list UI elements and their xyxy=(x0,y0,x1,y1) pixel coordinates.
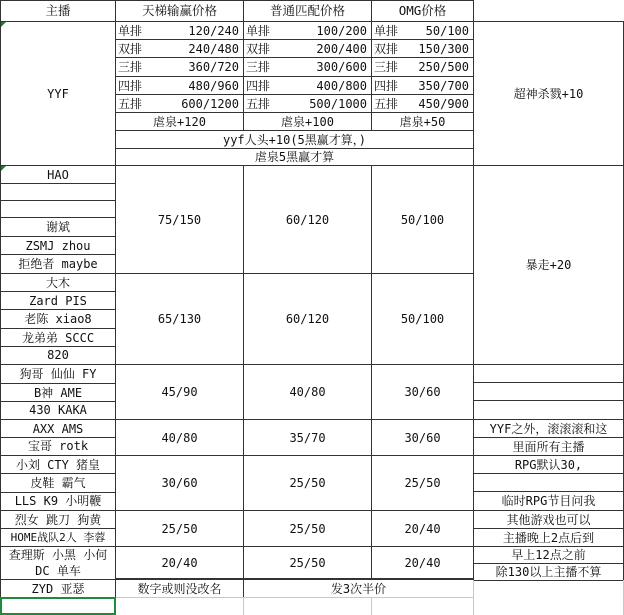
streamer-name[interactable]: 查理斯 小黑 小何 xyxy=(8,548,108,562)
tier-row[interactable]: 三排 300/600 xyxy=(244,58,371,77)
selected-cell[interactable] xyxy=(0,597,116,615)
group-6-ladder-price[interactable]: 25/50 xyxy=(115,510,244,547)
group-7-omg-price[interactable]: 20/40 xyxy=(371,546,474,579)
tier-row[interactable]: 五排 450/900 xyxy=(374,96,469,111)
group-3-omg-price[interactable]: 30/60 xyxy=(371,364,474,420)
yyf-fountain-bonus-ladder[interactable]: 虐泉+120 xyxy=(115,112,244,131)
group-5-names xyxy=(0,455,116,511)
streamer-name[interactable]: HOME战队2人 李蓉 xyxy=(10,531,106,544)
rules-note-5[interactable]: 其他游戏也可以 xyxy=(473,510,624,529)
group-2-names xyxy=(0,273,116,365)
yyf-normal-tiers xyxy=(243,21,372,113)
tier-row[interactable]: 双排 200/400 xyxy=(244,40,371,58)
group-3-ladder-price[interactable]: 45/90 xyxy=(115,364,244,420)
streamer-dc[interactable]: DC 单车 xyxy=(0,562,116,580)
streamer-name[interactable]: AXX AMS xyxy=(1,420,115,438)
tier-row[interactable]: 双排 240/480 xyxy=(116,40,243,58)
rampage-note[interactable]: 暴走+20 xyxy=(473,165,624,365)
group-4-omg-price[interactable]: 30/60 xyxy=(371,419,474,456)
group-4-ladder-price[interactable]: 40/80 xyxy=(115,419,244,456)
yyf-ladder-tiers xyxy=(115,21,244,113)
group-1-names xyxy=(0,165,116,274)
group-5-normal-price[interactable]: 25/50 xyxy=(243,455,372,511)
streamer-zyd[interactable]: ZYD 亚瑟 xyxy=(0,579,116,598)
group-3-normal-price[interactable]: 40/80 xyxy=(243,364,372,420)
tier-row[interactable]: 单排 120/240 xyxy=(116,22,243,40)
streamer-name[interactable]: 430 KAKA xyxy=(29,403,87,417)
header-streamer[interactable]: 主播 xyxy=(0,0,116,22)
side-empty-cell[interactable] xyxy=(473,473,624,492)
side-empty-cell[interactable] xyxy=(473,364,624,383)
header-ladder-price[interactable]: 天梯输赢价格 xyxy=(115,0,244,22)
streamer-name[interactable]: 小刘 CTY 猪皇 xyxy=(1,456,115,474)
streamer-name[interactable]: 老陈 xiao8 xyxy=(1,310,115,329)
streamer-name[interactable]: 宝哥 rotk xyxy=(27,439,89,453)
grid-line xyxy=(116,597,474,598)
group-2-ladder-price[interactable]: 65/130 xyxy=(115,273,244,365)
streamer-name[interactable] xyxy=(1,184,115,201)
group-1-normal-price[interactable]: 60/120 xyxy=(243,165,372,274)
streamer-name[interactable]: HAO xyxy=(1,166,115,184)
grid-line xyxy=(473,580,474,615)
group-4-normal-price[interactable]: 35/70 xyxy=(243,419,372,456)
tier-row[interactable]: 五排 600/1200 xyxy=(118,96,239,111)
rules-note-6[interactable]: 主播晚上2点后到 xyxy=(473,528,624,547)
tier-row[interactable]: 单排 100/200 xyxy=(244,22,371,40)
streamer-name[interactable]: 皮鞋 霸气 xyxy=(1,474,115,493)
group-1-omg-price[interactable]: 50/100 xyxy=(371,165,474,274)
rules-note-7[interactable]: 早上12点之前 xyxy=(473,546,624,564)
streamer-name[interactable]: 龙弟弟 SCCC xyxy=(1,329,115,347)
rules-note-1[interactable]: YYF之外，滚滚滚和这 xyxy=(473,419,624,438)
streamer-name[interactable]: 狗哥 仙仙 FY xyxy=(1,365,115,384)
group-5-omg-price[interactable]: 25/50 xyxy=(371,455,474,511)
group-6-names xyxy=(0,510,116,547)
streamer-name[interactable]: 烈女 跳刀 狗黄 xyxy=(1,511,115,529)
group-2-omg-price[interactable]: 50/100 xyxy=(371,273,474,365)
rename-note[interactable]: 数字或则没改名 xyxy=(115,579,244,598)
rules-note-4[interactable]: 临时RPG节目问我 xyxy=(473,491,624,511)
yyf-godlike-note[interactable]: 超神杀戮+10 xyxy=(473,21,624,166)
tier-row[interactable]: 三排 250/500 xyxy=(372,58,473,77)
streamer-name[interactable]: 820 xyxy=(47,348,69,362)
rules-note-3[interactable]: RPG默认30, xyxy=(473,455,624,474)
streamer-name[interactable]: 谢斌 xyxy=(1,218,115,237)
yyf-fountain-bonus-omg[interactable]: 虐泉+50 xyxy=(371,112,474,131)
tier-row[interactable]: 三排 360/720 xyxy=(116,58,243,77)
half-price-note[interactable]: 发3次半价 xyxy=(243,579,474,598)
group-2-normal-price[interactable]: 60/120 xyxy=(243,273,372,365)
tier-row[interactable]: 四排 350/700 xyxy=(372,77,473,95)
group-6-normal-price[interactable]: 25/50 xyxy=(243,510,372,547)
group-5-ladder-price[interactable]: 30/60 xyxy=(115,455,244,511)
tier-row[interactable]: 五排 500/1000 xyxy=(246,96,367,111)
header-normal-price[interactable]: 普通匹配价格 xyxy=(243,0,372,22)
streamer-name[interactable]: ZSMJ zhou xyxy=(1,237,115,255)
streamer-name[interactable]: Zard PIS xyxy=(1,292,115,310)
tier-row[interactable]: 四排 400/800 xyxy=(244,77,371,95)
rules-note-8[interactable]: 除130以上主播不算 xyxy=(473,563,624,581)
grid-line xyxy=(371,597,372,615)
group-7-normal-price[interactable]: 25/50 xyxy=(243,546,372,579)
tier-row[interactable]: 四排 480/960 xyxy=(116,77,243,95)
streamer-name[interactable]: 拒绝者 maybe xyxy=(18,257,98,271)
group-7-ladder-price[interactable]: 20/40 xyxy=(115,546,244,579)
yyf-omg-tiers xyxy=(371,21,474,113)
group-6-omg-price[interactable]: 20/40 xyxy=(371,510,474,547)
yyf-fountain-note[interactable]: 虐泉5黑赢才算 xyxy=(115,148,474,166)
tier-row[interactable]: 单排 50/100 xyxy=(372,22,473,40)
streamer-name[interactable]: LLS K9 小明鞭 xyxy=(14,494,102,508)
streamer-name[interactable]: B神 AME xyxy=(1,384,115,402)
yyf-fountain-bonus-normal[interactable]: 虐泉+100 xyxy=(243,112,372,131)
rules-note-2[interactable]: 里面所有主播 xyxy=(473,437,624,456)
grid-line xyxy=(243,597,244,615)
streamer-name[interactable]: 大木 xyxy=(1,274,115,292)
yyf-kill-note[interactable]: yyf人头+10(5黑赢才算，) xyxy=(115,130,474,149)
streamer-name[interactable] xyxy=(1,201,115,218)
side-empty-cell[interactable] xyxy=(473,400,624,420)
group-4-names xyxy=(0,419,116,456)
header-omg-price[interactable]: OMG价格 xyxy=(371,0,474,22)
side-empty-cell[interactable] xyxy=(473,382,624,401)
tier-row[interactable]: 双排 150/300 xyxy=(372,40,473,58)
streamer-yyf[interactable]: YYF xyxy=(0,21,116,166)
group-1-ladder-price[interactable]: 75/150 xyxy=(115,165,244,274)
group-3-names xyxy=(0,364,116,420)
